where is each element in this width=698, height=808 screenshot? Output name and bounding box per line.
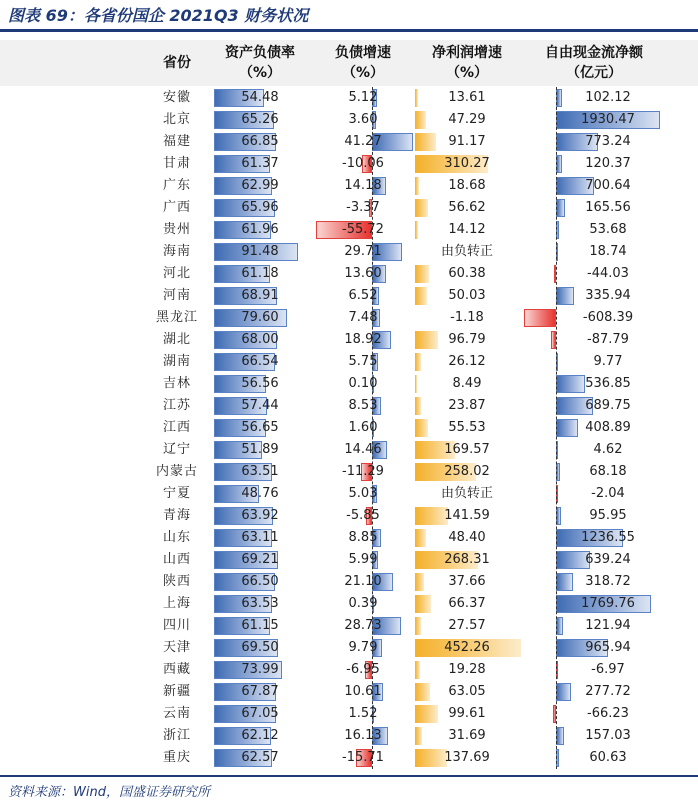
fcf-value: 1930.47 [581, 112, 635, 127]
table-row [0, 175, 698, 197]
debt-growth-value: 21.10 [344, 574, 382, 589]
fcf-value: -2.04 [591, 486, 625, 501]
fcf-value: 700.64 [585, 178, 631, 193]
profit-growth-value: 由负转正 [440, 486, 493, 501]
table-row [0, 417, 698, 439]
leverage-value: 69.21 [241, 552, 279, 567]
header-province [146, 40, 208, 86]
fcf-value: 408.89 [585, 420, 631, 435]
debt-growth-value: 5.12 [348, 90, 378, 105]
leverage-value: 61.18 [241, 266, 279, 281]
leverage-value: 63.92 [241, 508, 279, 523]
leverage-value: 79.60 [241, 310, 279, 325]
leverage-value: 91.48 [241, 244, 279, 259]
table-row [0, 285, 698, 307]
header-profit-growth [413, 40, 521, 86]
fcf-value: 165.56 [585, 200, 631, 215]
fcf-value: 68.18 [589, 464, 627, 479]
fcf-bar [524, 309, 556, 327]
profit-growth-value: 137.69 [444, 750, 490, 765]
leverage-value: 54.48 [241, 90, 279, 105]
profit-growth-value: 56.62 [448, 200, 486, 215]
debt-growth-value: 1.52 [348, 706, 378, 721]
debt-growth-value: 16.13 [344, 728, 382, 743]
header-fcf-unit: （亿元） [566, 65, 622, 81]
leverage-value: 66.85 [241, 134, 279, 149]
debt-growth-value: 0.10 [348, 376, 378, 391]
debt-growth-value: 5.99 [348, 552, 378, 567]
debt-growth-value: 14.46 [344, 442, 382, 457]
header-leverage-label: 资产负债率 [225, 45, 295, 61]
profit-growth-value: 50.03 [448, 288, 486, 303]
fcf-value: 4.62 [593, 442, 623, 457]
header-profit-growth-unit: （%） [445, 65, 489, 81]
leverage-value: 65.96 [241, 200, 279, 215]
province-cell: 青海 [162, 508, 191, 523]
fcf-value: 773.24 [585, 134, 631, 149]
debt-growth-value: -11.29 [342, 464, 384, 479]
fcf-value: 1769.76 [581, 596, 635, 611]
debt-growth-value: 9.79 [348, 640, 378, 655]
header-debt-growth-label: 负债增速 [335, 45, 391, 61]
table-header [0, 40, 698, 86]
header-fcf [524, 40, 664, 86]
table-row [0, 351, 698, 373]
profit-growth-value: 14.12 [448, 222, 486, 237]
profit-growth-value: 26.12 [448, 354, 486, 369]
debt-growth-value: 13.60 [344, 266, 382, 281]
table-row [0, 483, 698, 505]
debt-growth-value: 28.73 [344, 618, 382, 633]
profit-growth-value: 27.57 [448, 618, 486, 633]
province-cell: 云南 [162, 706, 191, 721]
province-cell: 广西 [162, 200, 191, 215]
header-profit-growth-label: 净利润增速 [432, 45, 502, 61]
debt-growth-value: 5.03 [348, 486, 378, 501]
table-row [0, 681, 698, 703]
leverage-value: 61.15 [241, 618, 279, 633]
profit-growth-value: 31.69 [448, 728, 486, 743]
province-cell: 安徽 [162, 90, 191, 105]
profit-growth-value: 55.53 [448, 420, 486, 435]
debt-growth-value: 14.18 [344, 178, 382, 193]
table-row [0, 527, 698, 549]
leverage-value: 69.50 [241, 640, 279, 655]
header-debt-growth [312, 40, 414, 86]
table-row [0, 659, 698, 681]
fcf-value: 689.75 [585, 398, 631, 413]
figure-title: 图表 69：各省份国企 2021Q3 财务状况 [8, 6, 309, 25]
province-cell: 福建 [162, 134, 191, 149]
province-cell: 贵州 [162, 222, 191, 237]
fcf-value: 18.74 [589, 244, 627, 259]
leverage-value: 68.91 [241, 288, 279, 303]
fcf-value: 1236.55 [581, 530, 635, 545]
profit-growth-value: -1.18 [450, 310, 484, 325]
leverage-value: 63.51 [241, 464, 279, 479]
debt-growth-value: 29.71 [344, 244, 382, 259]
table-row [0, 87, 698, 109]
table-row [0, 637, 698, 659]
table-row [0, 219, 698, 241]
province-cell: 吉林 [162, 376, 191, 391]
debt-growth-value: 0.39 [348, 596, 378, 611]
leverage-value: 62.57 [241, 750, 279, 765]
table-row [0, 703, 698, 725]
table-row [0, 241, 698, 263]
province-cell: 黑龙江 [155, 310, 198, 325]
leverage-value: 51.89 [241, 442, 279, 457]
table-row [0, 439, 698, 461]
debt-growth-value: 7.48 [348, 310, 378, 325]
province-cell: 江西 [162, 420, 191, 435]
province-cell: 重庆 [162, 750, 191, 765]
profit-growth-value: 99.61 [448, 706, 486, 721]
bottom-rule [0, 775, 698, 777]
profit-growth-value: 258.02 [444, 464, 490, 479]
leverage-value: 68.00 [241, 332, 279, 347]
province-cell: 山东 [162, 530, 191, 545]
header-province-label: 省份 [163, 55, 191, 71]
table-row [0, 549, 698, 571]
leverage-value: 61.37 [241, 156, 279, 171]
table-row [0, 263, 698, 285]
fcf-value: -6.97 [591, 662, 625, 677]
table-row [0, 725, 698, 747]
profit-growth-value: 19.28 [448, 662, 486, 677]
source-note: 资料来源：Wind，国盛证券研究所 [8, 785, 210, 800]
profit-growth-value: 66.37 [448, 596, 486, 611]
province-cell: 新疆 [162, 684, 191, 699]
leverage-value: 61.96 [241, 222, 279, 237]
province-cell: 江苏 [162, 398, 191, 413]
province-cell: 西藏 [162, 662, 191, 677]
profit-growth-value: 47.29 [448, 112, 486, 127]
fcf-value: 95.95 [589, 508, 627, 523]
profit-growth-value: 169.57 [444, 442, 490, 457]
profit-growth-value: 37.66 [448, 574, 486, 589]
table-row [0, 395, 698, 417]
province-cell: 海南 [162, 244, 191, 259]
province-cell: 天津 [162, 640, 191, 655]
debt-growth-value: 3.60 [348, 112, 378, 127]
leverage-value: 57.44 [241, 398, 279, 413]
fcf-value: 120.37 [585, 156, 631, 171]
fcf-value: 121.94 [585, 618, 631, 633]
province-cell: 广东 [162, 178, 191, 193]
profit-growth-value: 268.31 [444, 552, 490, 567]
fcf-value: 335.94 [585, 288, 631, 303]
fcf-value: 53.68 [589, 222, 627, 237]
fcf-value: 318.72 [585, 574, 631, 589]
province-cell: 湖北 [162, 332, 191, 347]
leverage-value: 65.26 [241, 112, 279, 127]
province-cell: 河北 [162, 266, 191, 281]
fcf-value: 639.24 [585, 552, 631, 567]
debt-growth-value: 8.85 [348, 530, 378, 545]
profit-growth-value: 96.79 [448, 332, 486, 347]
fcf-value: -87.79 [587, 332, 629, 347]
profit-growth-value: 由负转正 [440, 244, 493, 259]
profit-growth-value: 18.68 [448, 178, 486, 193]
table-row [0, 461, 698, 483]
leverage-value: 56.65 [241, 420, 279, 435]
leverage-value: 67.87 [241, 684, 279, 699]
title-rule [0, 29, 698, 32]
debt-growth-value: 5.75 [348, 354, 378, 369]
table-row [0, 131, 698, 153]
province-cell: 山西 [162, 552, 191, 567]
fcf-value: 102.12 [585, 90, 631, 105]
profit-growth-value: 141.59 [444, 508, 490, 523]
debt-growth-value: -15.71 [342, 750, 384, 765]
debt-growth-value: 10.61 [344, 684, 382, 699]
leverage-value: 56.56 [241, 376, 279, 391]
debt-growth-value: 6.52 [348, 288, 378, 303]
table-row [0, 571, 698, 593]
profit-growth-value: 63.05 [448, 684, 486, 699]
debt-growth-value: -10.06 [342, 156, 384, 171]
table-row [0, 197, 698, 219]
header-debt-growth-unit: （%） [341, 65, 385, 81]
leverage-value: 63.11 [241, 530, 279, 545]
table-row [0, 505, 698, 527]
table-row [0, 307, 698, 329]
profit-growth-value: 310.27 [444, 156, 490, 171]
fcf-value: 9.77 [593, 354, 623, 369]
province-cell: 内蒙古 [155, 464, 198, 479]
province-cell: 浙江 [162, 728, 191, 743]
header-leverage [212, 40, 308, 86]
table-row [0, 329, 698, 351]
debt-growth-value: -3.37 [346, 200, 380, 215]
fcf-value: 536.85 [585, 376, 631, 391]
fcf-value: -608.39 [582, 310, 634, 325]
table-row [0, 747, 698, 769]
leverage-value: 66.50 [241, 574, 279, 589]
fcf-value: 277.72 [585, 684, 631, 699]
profit-growth-value: 452.26 [444, 640, 490, 655]
leverage-value: 67.05 [241, 706, 279, 721]
fcf-value: -66.23 [587, 706, 629, 721]
province-cell: 湖南 [162, 354, 191, 369]
table-row [0, 373, 698, 395]
province-cell: 辽宁 [162, 442, 191, 457]
table-row [0, 109, 698, 131]
header-fcf-label: 自由现金流净额 [545, 45, 643, 61]
fcf-value: 965.94 [585, 640, 631, 655]
fcf-value: 60.63 [589, 750, 627, 765]
leverage-value: 62.99 [241, 178, 279, 193]
debt-growth-value: 18.92 [344, 332, 382, 347]
leverage-value: 48.76 [241, 486, 279, 501]
province-cell: 上海 [162, 596, 191, 611]
leverage-value: 63.53 [241, 596, 279, 611]
province-cell: 四川 [162, 618, 191, 633]
profit-growth-value: 91.17 [448, 134, 486, 149]
province-cell: 河南 [162, 288, 191, 303]
profit-growth-value: 60.38 [448, 266, 486, 281]
table-row [0, 593, 698, 615]
table-row [0, 615, 698, 637]
debt-growth-value: 1.60 [348, 420, 378, 435]
fcf-value: -44.03 [587, 266, 629, 281]
debt-growth-value: -55.72 [342, 222, 384, 237]
fcf-value: 157.03 [585, 728, 631, 743]
table-row [0, 153, 698, 175]
debt-growth-value: 8.53 [348, 398, 378, 413]
debt-growth-value: -6.95 [346, 662, 380, 677]
profit-growth-value: 13.61 [448, 90, 486, 105]
leverage-value: 73.99 [241, 662, 279, 677]
province-cell: 甘肃 [162, 156, 191, 171]
profit-growth-value: 23.87 [448, 398, 486, 413]
province-cell: 北京 [162, 112, 191, 127]
debt-growth-value: -5.85 [346, 508, 380, 523]
debt-growth-value: 41.27 [344, 134, 382, 149]
province-cell: 宁夏 [162, 486, 191, 501]
profit-growth-value: 8.49 [452, 376, 482, 391]
leverage-value: 66.54 [241, 354, 279, 369]
header-leverage-unit: （%） [238, 65, 282, 81]
profit-growth-value: 48.40 [448, 530, 486, 545]
province-cell: 陕西 [162, 574, 191, 589]
leverage-value: 62.12 [241, 728, 279, 743]
